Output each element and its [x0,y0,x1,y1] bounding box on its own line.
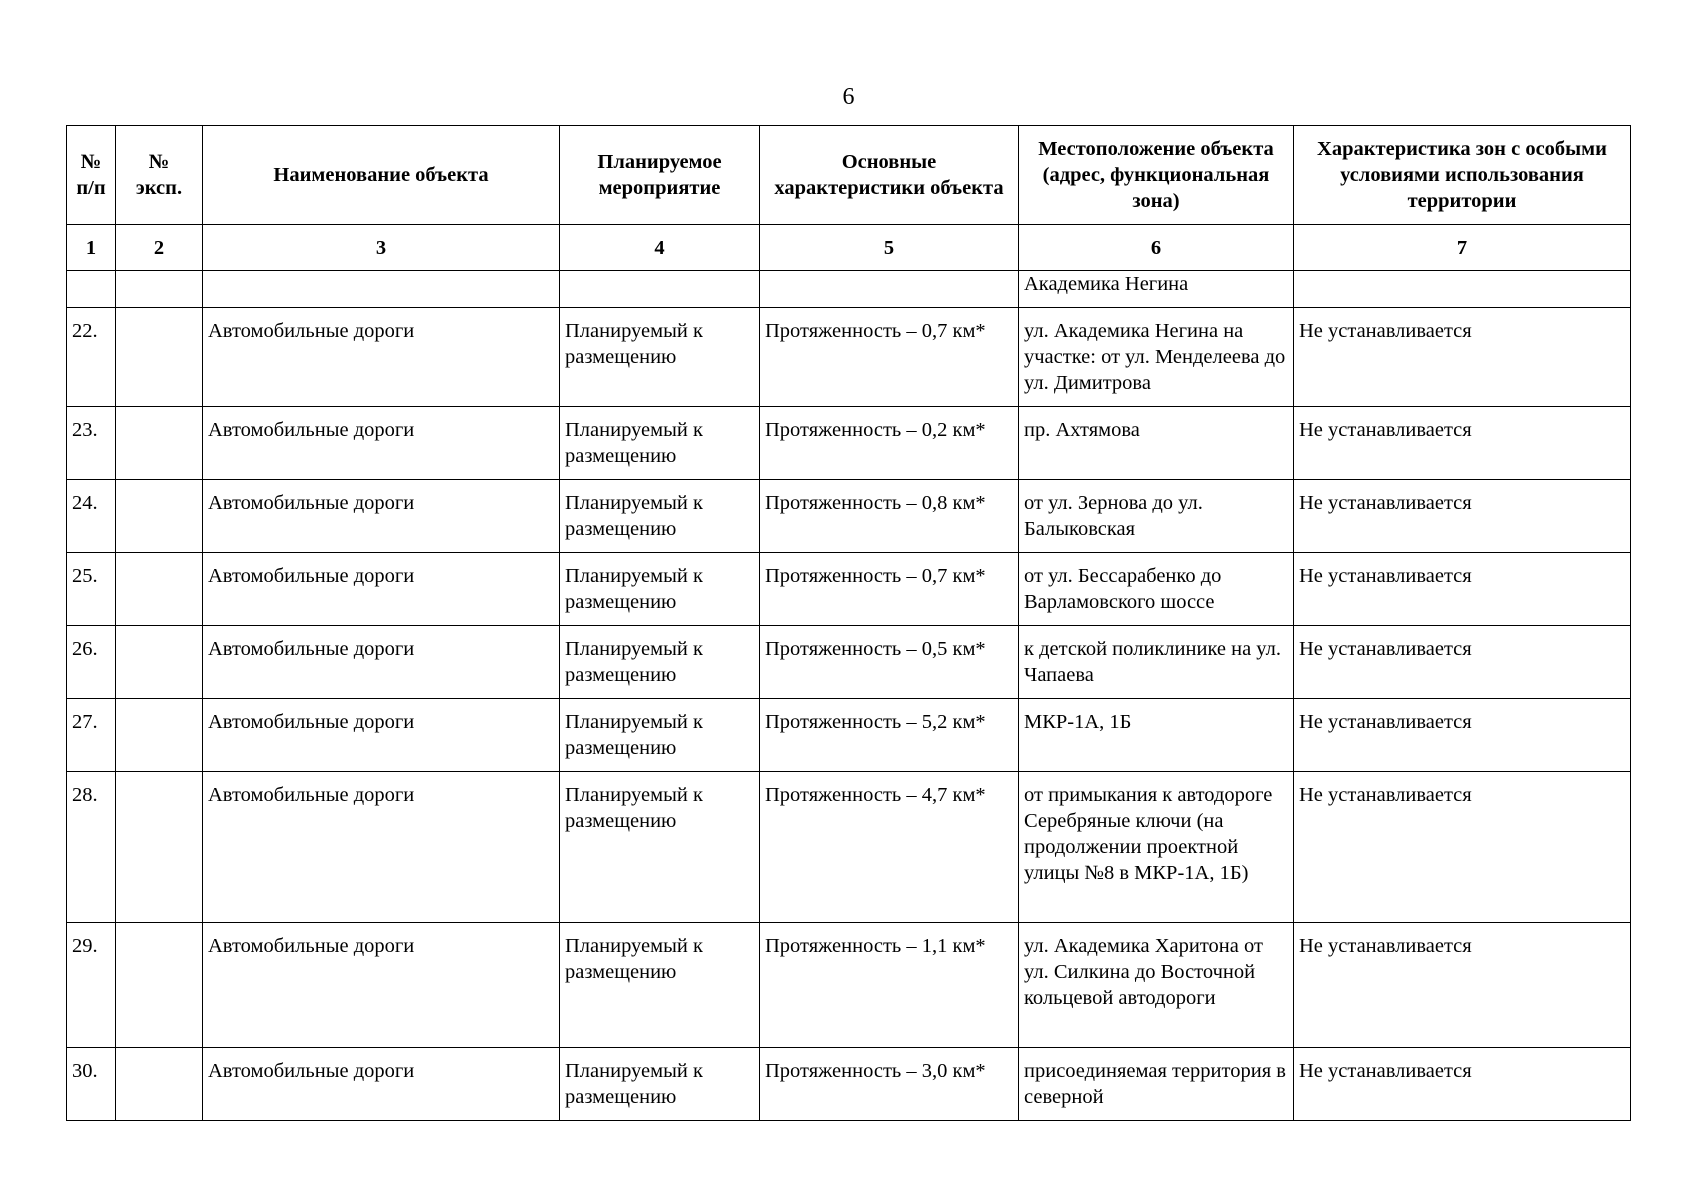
planned-event: Планируемый к размещению [560,1048,760,1121]
object-characteristics: Протяженность – 4,7 км* [760,772,1019,923]
object-location: от ул. Бессарабенко до Варламовского шоссе [1019,553,1294,626]
column-header: Планируемое мероприятие [560,126,760,225]
row-number: 27. [67,699,116,772]
planned-event: Планируемый к размещению [560,699,760,772]
zone-characteristics: Не устанавливается [1294,772,1631,923]
object-characteristics [760,271,1019,308]
column-header: Характеристика зон с особыми условиями использования территории [1294,126,1631,225]
planned-event: Планируемый к размещению [560,772,760,923]
row-number: 25. [67,553,116,626]
row-number: 26. [67,626,116,699]
object-characteristics: Протяженность – 1,1 км* [760,923,1019,1048]
object-name: Автомобильные дороги [203,480,560,553]
object-characteristics: Протяженность – 0,7 км* [760,308,1019,407]
table-row [67,271,1631,308]
zone-characteristics: Не устанавливается [1294,480,1631,553]
object-characteristics: Протяженность – 0,8 км* [760,480,1019,553]
object-location: ул. Академика Харитона от ул. Силкина до Восточной кольцевой автодороги [1019,923,1294,1048]
object-name: Автомобильные дороги [203,626,560,699]
zone-characteristics: Не устанавливается [1294,308,1631,407]
object-location: к детской поликлинике на ул. Чапаева [1019,626,1294,699]
exposition-number [116,407,203,480]
object-characteristics: Протяженность – 0,7 км* [760,553,1019,626]
column-number: 6 [1019,225,1294,271]
zone-characteristics [1294,271,1631,308]
row-number: 28. [67,772,116,923]
table-row [67,923,1631,1048]
row-number [67,271,116,308]
table-row [67,699,1631,772]
table-header-row [67,126,1631,225]
zone-characteristics: Не устанавливается [1294,626,1631,699]
column-header: Местоположение объекта (адрес, функциональная зона) [1019,126,1294,225]
exposition-number [116,1048,203,1121]
column-number: 1 [67,225,116,271]
column-header: № эксп. [116,126,203,225]
table-row [67,772,1631,923]
zone-characteristics: Не устанавливается [1294,923,1631,1048]
objects-table [66,125,1631,1121]
table-row [67,1048,1631,1121]
zone-characteristics: Не устанавливается [1294,407,1631,480]
object-name: Автомобильные дороги [203,308,560,407]
object-location: присоединяемая территория в северной [1019,1048,1294,1121]
object-location: ул. Академика Негина на участке: от ул. Менделеева до ул. Димитрова [1019,308,1294,407]
exposition-number [116,699,203,772]
zone-characteristics: Не устанавливается [1294,553,1631,626]
object-characteristics: Протяженность – 0,5 км* [760,626,1019,699]
table-row [67,553,1631,626]
object-name: Автомобильные дороги [203,699,560,772]
zone-characteristics: Не устанавливается [1294,699,1631,772]
planned-event: Планируемый к размещению [560,480,760,553]
zone-characteristics: Не устанавливается [1294,1048,1631,1121]
exposition-number [116,923,203,1048]
object-characteristics: Протяженность – 5,2 км* [760,699,1019,772]
exposition-number [116,626,203,699]
exposition-number [116,553,203,626]
row-number: 22. [67,308,116,407]
object-location: МКР-1А, 1Б [1019,699,1294,772]
planned-event: Планируемый к размещению [560,923,760,1048]
object-location: пр. Ахтямова [1019,407,1294,480]
row-number: 29. [67,923,116,1048]
column-number: 4 [560,225,760,271]
object-name: Автомобильные дороги [203,1048,560,1121]
column-number-row [67,225,1631,271]
table-row [67,308,1631,407]
object-characteristics: Протяженность – 0,2 км* [760,407,1019,480]
object-characteristics: Протяженность – 3,0 км* [760,1048,1019,1121]
object-location: Академика Негина [1019,271,1294,308]
object-name [203,271,560,308]
object-location: от примыкания к автодороге Серебряные ключи (на продолжении проектной улицы №8 в МКР-1А, 1Б) [1019,772,1294,923]
page-number: 6 [842,84,855,110]
table-row [67,480,1631,553]
table-row [67,407,1631,480]
exposition-number [116,271,203,308]
row-number: 23. [67,407,116,480]
exposition-number [116,308,203,407]
column-number: 5 [760,225,1019,271]
planned-event: Планируемый к размещению [560,407,760,480]
object-name: Автомобильные дороги [203,407,560,480]
exposition-number [116,480,203,553]
exposition-number [116,772,203,923]
column-header: Наименование объекта [203,126,560,225]
table-row [67,626,1631,699]
planned-event: Планируемый к размещению [560,308,760,407]
object-location: от ул. Зернова до ул. Балыковская [1019,480,1294,553]
column-number: 3 [203,225,560,271]
row-number: 24. [67,480,116,553]
object-name: Автомобильные дороги [203,553,560,626]
column-header: Основные характеристики объекта [760,126,1019,225]
planned-event: Планируемый к размещению [560,626,760,699]
object-name: Автомобильные дороги [203,772,560,923]
row-number: 30. [67,1048,116,1121]
planned-event [560,271,760,308]
column-number: 7 [1294,225,1631,271]
column-header: № п/п [67,126,116,225]
planned-event: Планируемый к размещению [560,553,760,626]
column-number: 2 [116,225,203,271]
object-name: Автомобильные дороги [203,923,560,1048]
